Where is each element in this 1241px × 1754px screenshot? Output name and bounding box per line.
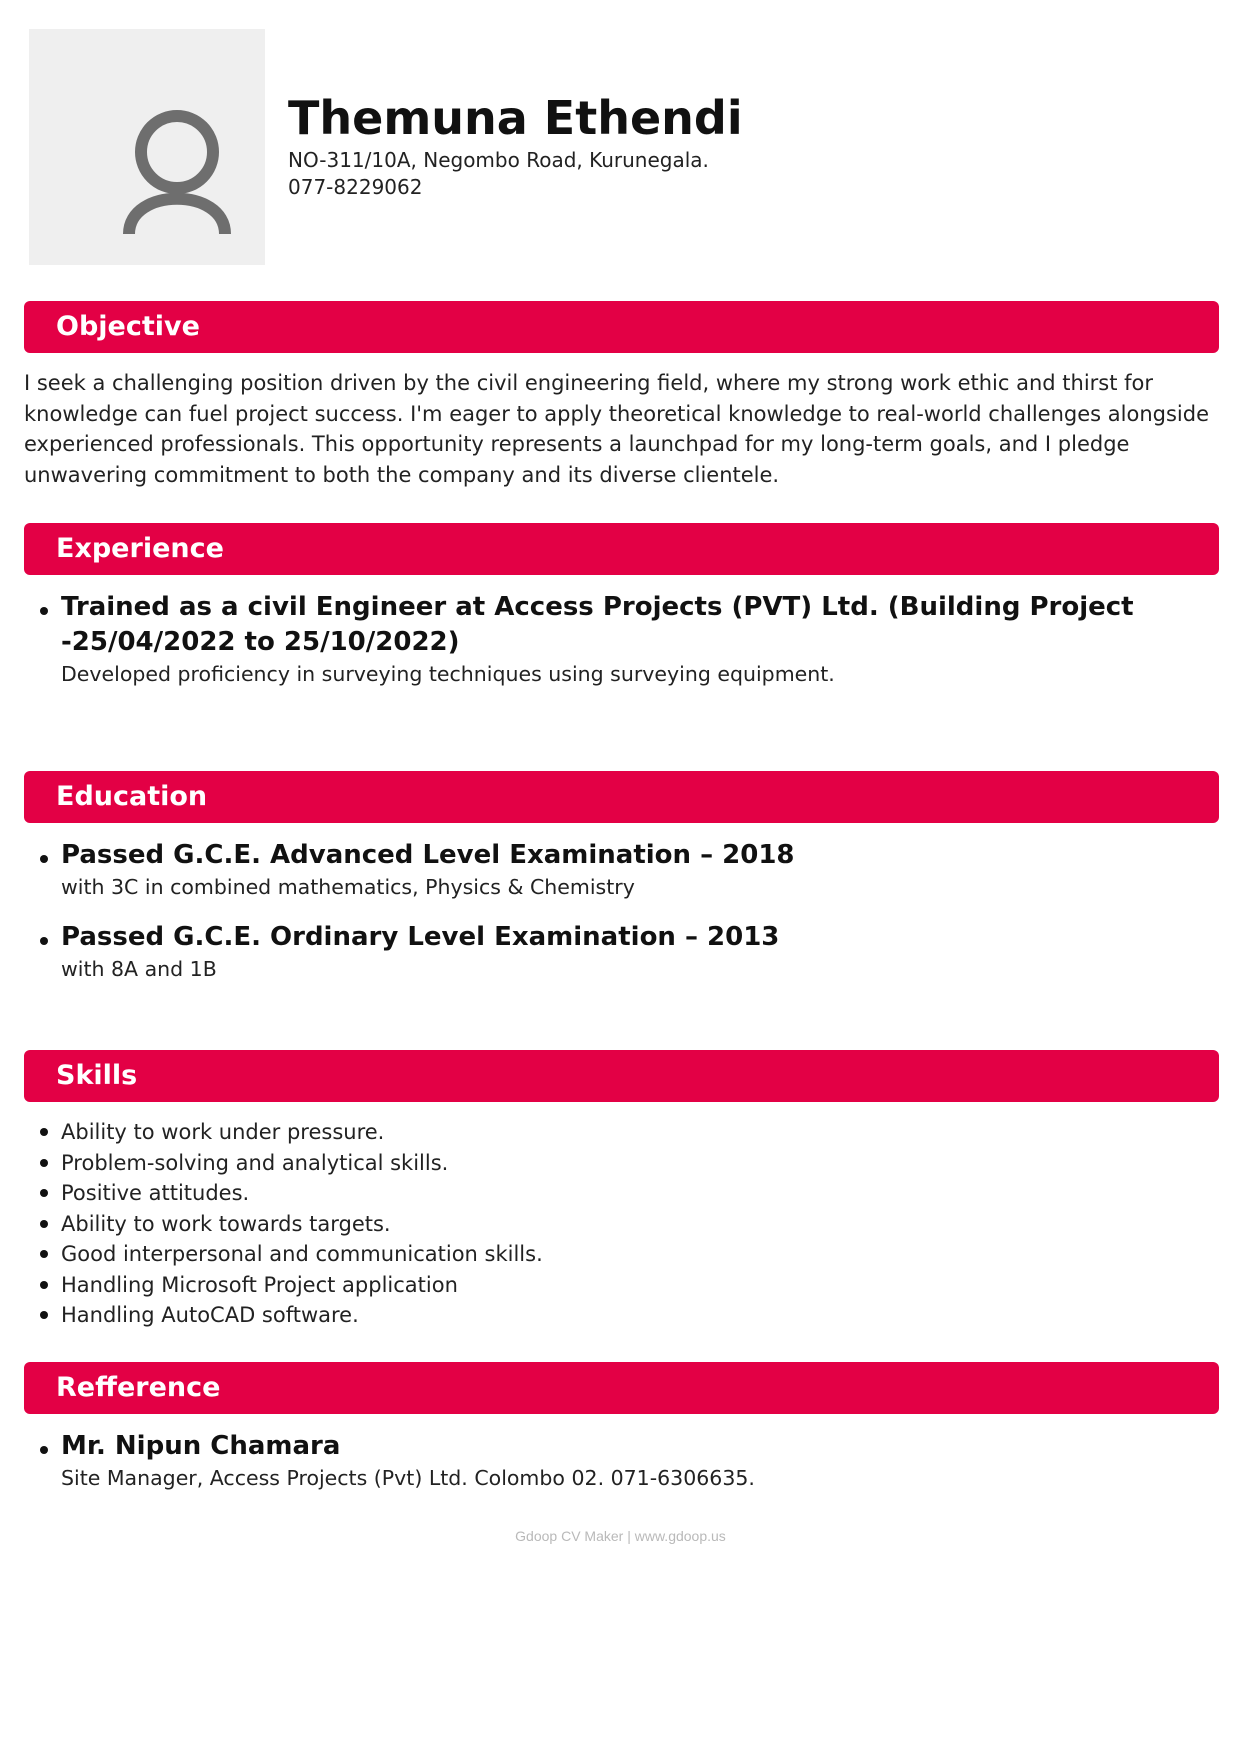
bullet-icon bbox=[40, 1281, 48, 1289]
section-header-skills bbox=[24, 1050, 1219, 1102]
list-item bbox=[40, 1117, 1200, 1148]
experience-description: Developed proficiency in surveying techniques using surveying equipment. bbox=[61, 662, 835, 686]
section-header-reference bbox=[24, 1362, 1219, 1414]
list-item bbox=[40, 1178, 1200, 1209]
skills-list bbox=[40, 1117, 1200, 1331]
list-item bbox=[40, 1209, 1200, 1240]
bullet-icon bbox=[40, 855, 48, 863]
education-title: Passed G.C.E. Ordinary Level Examination – 2013 bbox=[61, 922, 780, 952]
bullet-icon bbox=[40, 1220, 48, 1228]
experience-title: Trained as a civil Engineer at Access Projects (PVT) Ltd. (Building Project -25/04/2022 to 25/10/2022) bbox=[61, 592, 1134, 657]
bullet-icon bbox=[40, 937, 48, 945]
bullet-icon bbox=[40, 1446, 48, 1454]
profile-photo-placeholder bbox=[29, 29, 265, 265]
skill-text: Positive attitudes. bbox=[61, 1181, 250, 1205]
user-avatar-icon bbox=[29, 29, 265, 265]
section-title: Refference bbox=[56, 1372, 221, 1403]
reference-name: Mr. Nipun Chamara bbox=[61, 1431, 341, 1461]
education-description: with 8A and 1B bbox=[61, 957, 217, 981]
list-item bbox=[40, 1300, 1200, 1331]
bullet-icon bbox=[40, 1159, 48, 1167]
bullet-icon bbox=[40, 607, 48, 615]
list-item bbox=[40, 1239, 1200, 1270]
education-description: with 3C in combined mathematics, Physics & Chemistry bbox=[61, 875, 635, 899]
section-title: Skills bbox=[56, 1060, 138, 1091]
section-header-experience bbox=[24, 523, 1219, 575]
skill-text: Handling AutoCAD software. bbox=[61, 1303, 359, 1327]
reference-item bbox=[40, 1429, 1200, 1493]
skill-text: Ability to work towards targets. bbox=[61, 1211, 391, 1236]
bullet-icon bbox=[40, 1189, 48, 1197]
candidate-name: Themuna Ethendi bbox=[288, 91, 743, 145]
section-title: Education bbox=[56, 781, 208, 812]
skill-text: Handling Microsoft Project application bbox=[61, 1272, 458, 1297]
list-item bbox=[40, 1148, 1200, 1179]
skill-text: Problem-solving and analytical skills. bbox=[61, 1150, 449, 1175]
candidate-address: NO-311/10A, Negombo Road, Kurunegala. bbox=[288, 148, 709, 172]
reference-details: Site Manager, Access Projects (Pvt) Ltd. Colombo 02. 071-6306635. bbox=[61, 1466, 755, 1490]
section-header-objective bbox=[24, 301, 1219, 353]
list-item bbox=[40, 1270, 1200, 1301]
section-title: Experience bbox=[56, 533, 224, 564]
experience-item bbox=[40, 590, 1200, 689]
education-item bbox=[40, 838, 1200, 902]
bullet-icon bbox=[40, 1128, 48, 1136]
footer-credit: Gdoop CV Maker | www.gdoop.us bbox=[515, 1528, 726, 1544]
skill-text: Ability to work under pressure. bbox=[61, 1120, 385, 1144]
bullet-icon bbox=[40, 1311, 48, 1319]
bullet-icon bbox=[40, 1250, 48, 1258]
objective-text: I seek a challenging position driven by the civil engineering field, where my strong work ethic and thirst for knowledge can fuel project success. I'm eager to apply theoretical knowledge to real-world challenges alongside experienced professionals. This opportunity represents a launchpad for my long-term goals, and I pledge unwavering commitment to both the company and its diverse clientele. bbox=[24, 371, 1209, 487]
candidate-phone: 077-8229062 bbox=[288, 175, 423, 199]
section-title: Objective bbox=[56, 311, 200, 342]
skill-text: Good interpersonal and communication skills. bbox=[61, 1242, 543, 1266]
section-header-education bbox=[24, 771, 1219, 823]
education-title: Passed G.C.E. Advanced Level Examination – 2018 bbox=[61, 840, 795, 870]
education-item bbox=[40, 920, 1200, 984]
